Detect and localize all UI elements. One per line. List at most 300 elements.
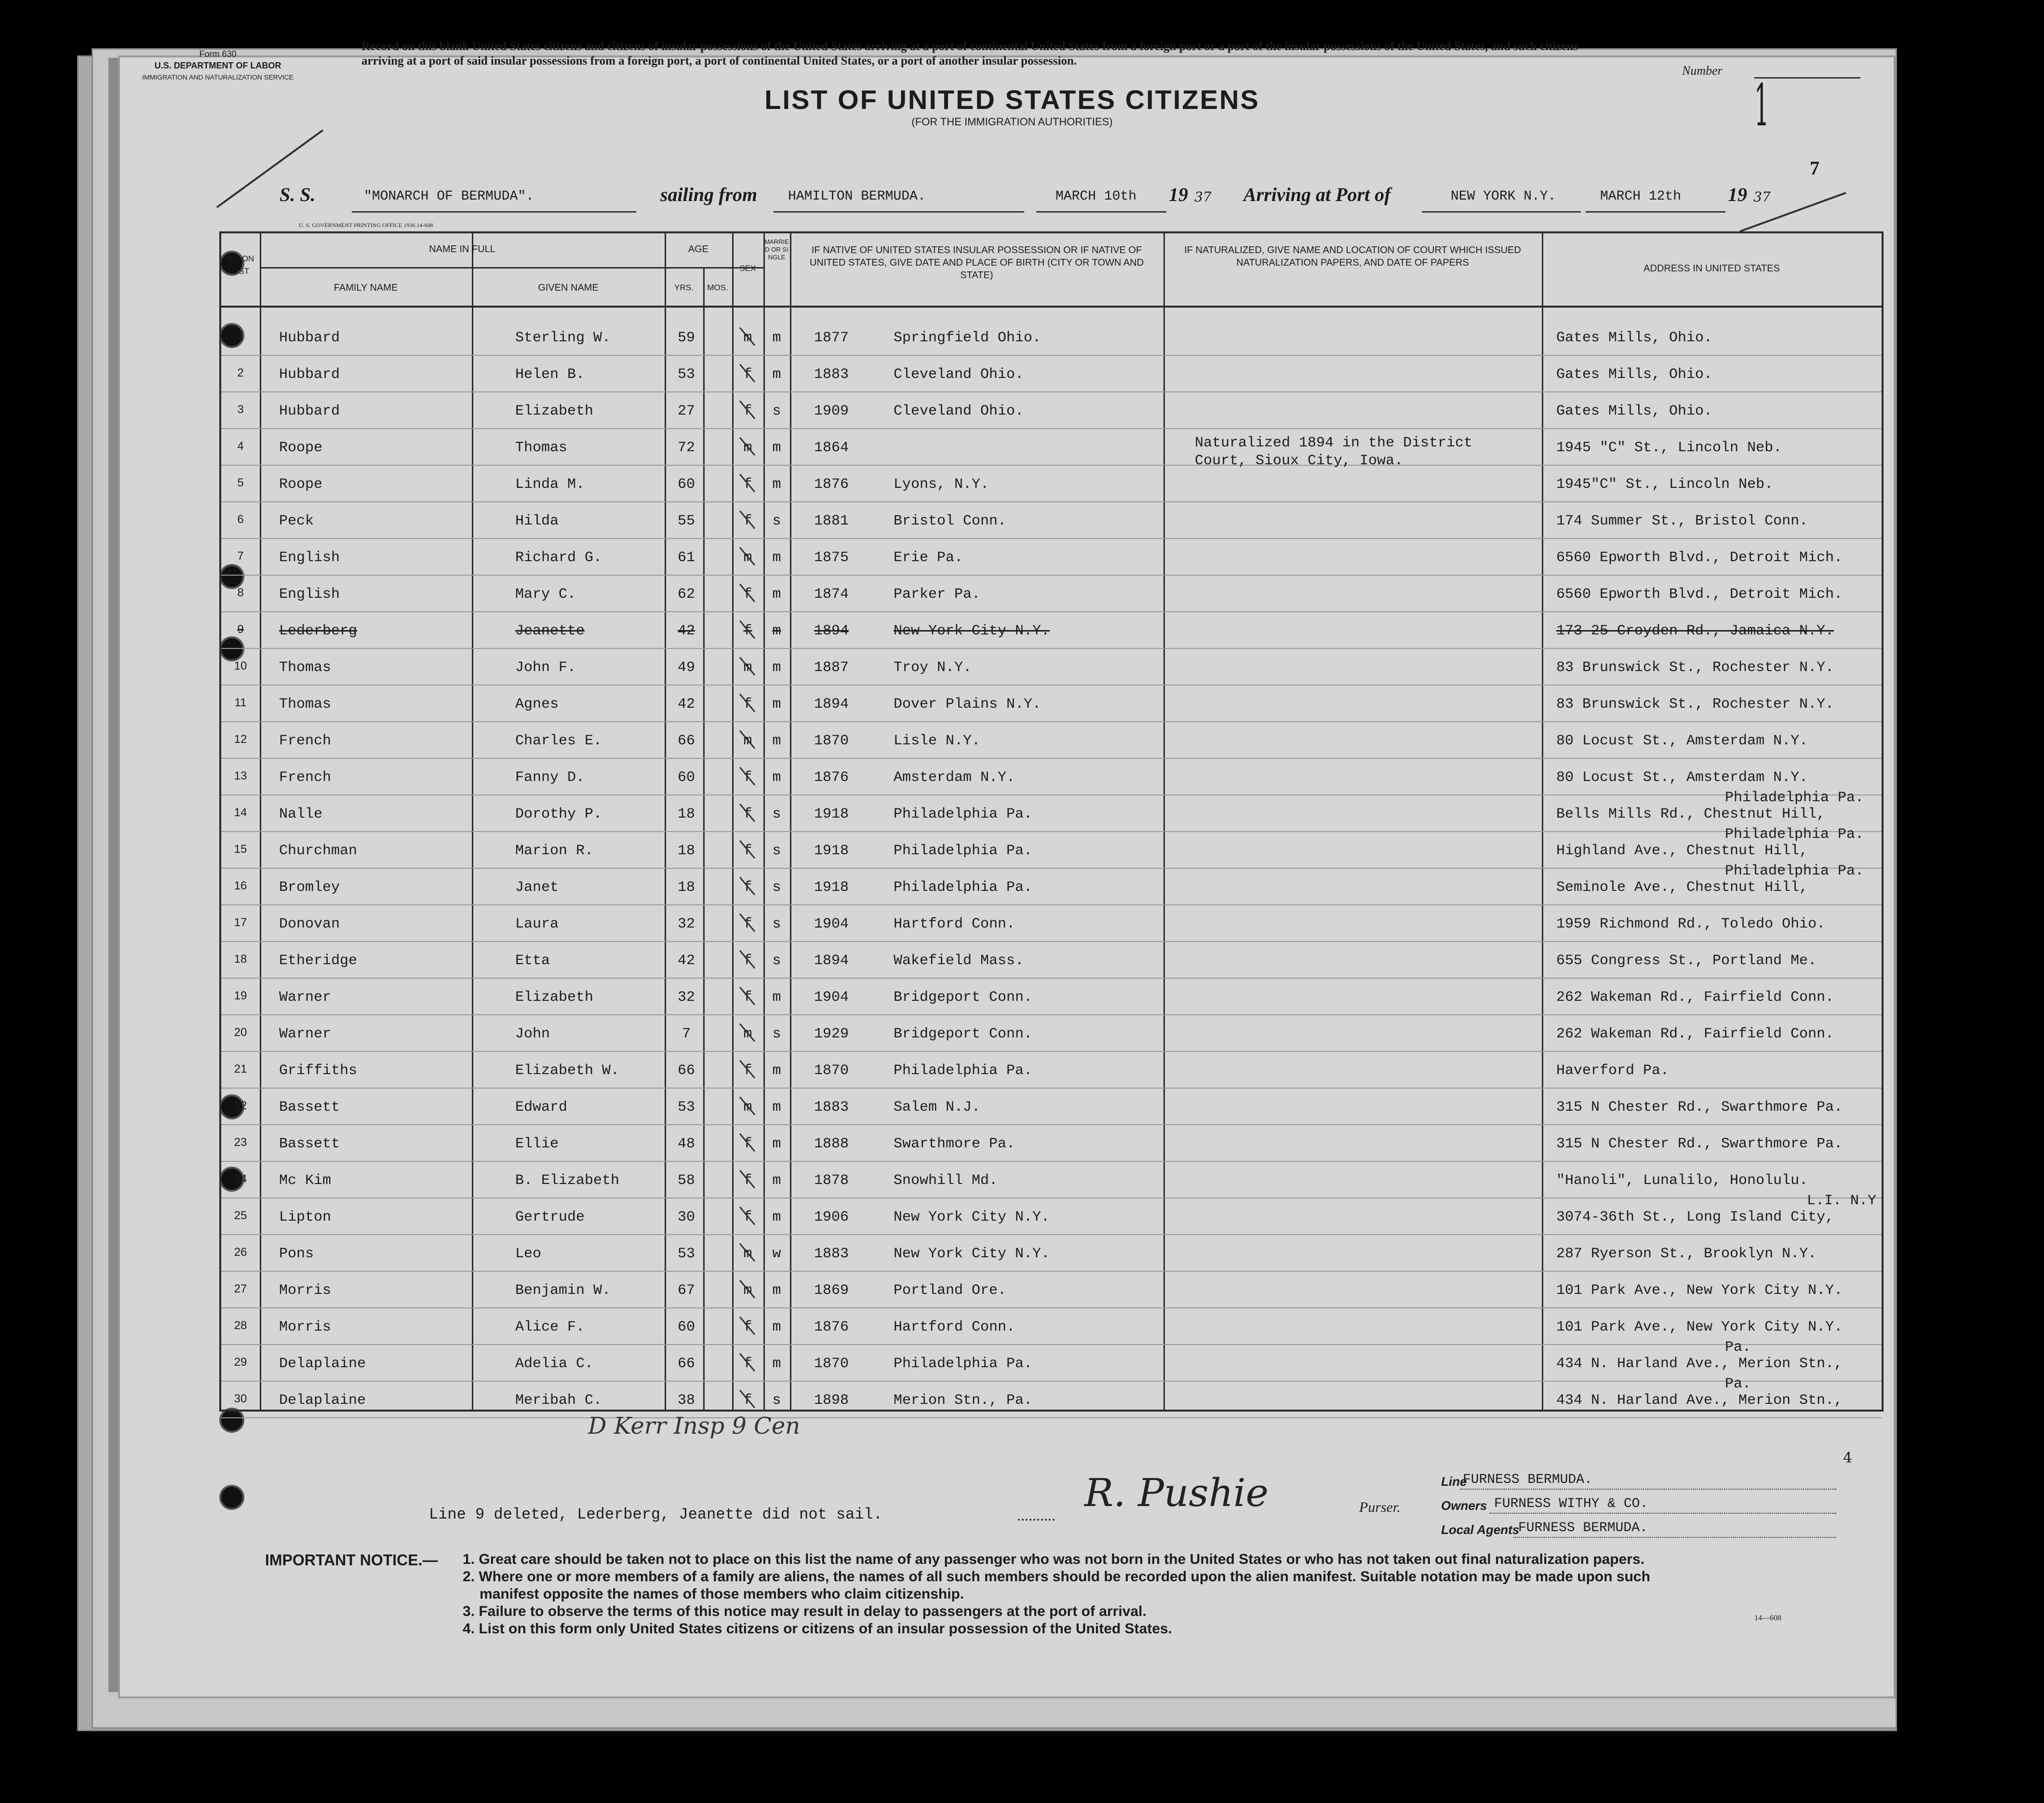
page-subtitle: (FOR THE IMMIGRATION AUTHORITIES) (911, 116, 1113, 128)
number-label: Number (1682, 64, 1723, 78)
row-number: 21 (234, 1063, 247, 1076)
address: 6560 Epworth Blvd., Detroit Mich. (1556, 550, 1843, 566)
row-rule (221, 575, 1882, 576)
row-number: 18 (234, 953, 247, 966)
header-sex: SEX (739, 264, 756, 273)
department-name: U.S. DEPARTMENT OF LABOR (154, 61, 281, 70)
age-years: 49 (677, 659, 695, 676)
age-years: 62 (677, 586, 695, 603)
family-name: Nalle (279, 806, 323, 822)
given-name: Helen B. (515, 366, 585, 383)
sex: m (743, 659, 752, 676)
sex: f (743, 879, 752, 896)
age-years: 58 (677, 1172, 695, 1189)
age-years: 53 (677, 1246, 695, 1262)
row-number: 5 (237, 476, 244, 489)
row-rule (221, 428, 1882, 429)
column-divider (703, 267, 705, 1410)
birth-place: Parker Pa. (894, 586, 981, 603)
sex: f (743, 476, 752, 493)
family-name: Mc Kim (279, 1172, 332, 1189)
address-continuation: Philadelphia Pa. (1725, 863, 1864, 879)
address: 434 N. Harland Ave., Merion Stn., (1556, 1356, 1843, 1372)
naturalization-note-line1: Naturalized 1894 in the District (1195, 435, 1473, 451)
family-name: Morris (279, 1319, 332, 1335)
age-years: 66 (677, 1063, 695, 1079)
row-rule (221, 1307, 1882, 1308)
address: Highland Ave., Chestnut Hill, (1556, 843, 1808, 859)
birth-place: Cleveland Ohio. (894, 403, 1024, 419)
birth-place: Erie Pa. (894, 550, 963, 566)
birth-place: Amsterdam N.Y. (894, 769, 1015, 786)
arrival-date: MARCH 12th (1600, 189, 1682, 204)
sex: f (743, 953, 752, 969)
ship-underline (352, 211, 636, 213)
row-rule (221, 1344, 1882, 1345)
header-yrs: YRS. (674, 283, 694, 292)
arrival-year: 37 (1753, 189, 1771, 205)
address: 287 Ryerson St., Brooklyn N.Y. (1556, 1246, 1817, 1262)
deletion-note: Line 9 deleted, Lederberg, Jeanette did not sail. (429, 1506, 882, 1523)
number-underline (1754, 77, 1860, 79)
given-name: Fanny D. (515, 769, 585, 786)
sex: f (743, 1356, 752, 1372)
family-name: Pons (279, 1246, 314, 1262)
birth-year: 1898 (814, 1392, 849, 1409)
address: 6560 Epworth Blvd., Detroit Mich. (1556, 586, 1843, 603)
row-number: 17 (234, 916, 247, 929)
age-years: 30 (677, 1209, 695, 1225)
birth-year: 1876 (814, 1319, 849, 1335)
address: 174 Summer St., Bristol Conn. (1556, 513, 1808, 529)
sex: m (743, 440, 752, 456)
birth-year: 1878 (814, 1172, 849, 1189)
sex: f (743, 1172, 752, 1189)
sex: f (743, 696, 752, 713)
column-divider (472, 233, 473, 1410)
notice-item-1: 1. Great care should be taken not to place on this list the name of any passenger who was not born in the United States or who has not taken out final naturalization papers. (463, 1551, 1645, 1567)
marital-status: m (772, 1099, 781, 1116)
given-name: Sterling W. (515, 330, 611, 346)
birth-year: 1904 (814, 989, 849, 1006)
sex: f (743, 1319, 752, 1335)
form-instructions: Record on this blank United States citizens and citizens of insular possessions of the United States arriving at a port of continental United States from a foreign port or a port of the insular possessions of the United States, and such citizens arriving at a port of said insular possessions from a foreign port, a port of continental United States, or a port of another insular possession. (361, 40, 1578, 67)
address-continuation: Philadelphia Pa. (1725, 790, 1864, 806)
address: 262 Wakeman Rd., Fairfield Conn. (1556, 989, 1834, 1006)
row-number: 4 (237, 440, 244, 453)
family-name: French (279, 733, 332, 749)
age-years: 32 (677, 916, 695, 932)
given-name: Leo (515, 1246, 542, 1262)
birth-year: 1875 (814, 550, 849, 566)
sex: f (743, 1209, 752, 1225)
address: 83 Brunswick St., Rochester N.Y. (1556, 696, 1834, 713)
sex: m (743, 330, 752, 346)
marital-status: s (772, 806, 781, 822)
agents-value: FURNESS BERMUDA. (1518, 1520, 1648, 1535)
sex: f (743, 843, 752, 859)
age-years: 53 (677, 1099, 695, 1116)
address-continuation: Pa. (1725, 1376, 1751, 1392)
ship-name: "MONARCH OF BERMUDA". (364, 189, 534, 204)
family-name: Delaplaine (279, 1356, 366, 1372)
age-years: 72 (677, 440, 695, 456)
row-rule (221, 1088, 1882, 1089)
sex: m (743, 550, 752, 566)
sex: f (743, 366, 752, 383)
sex: f (743, 586, 752, 603)
pen-stroke (1735, 188, 1851, 236)
marital-status: s (772, 513, 781, 529)
header-married-or-single: MARRIED OR SINGLE (764, 238, 789, 261)
arrival-year-prefix: 19 (1728, 184, 1747, 205)
column-divider (260, 233, 261, 1410)
marital-status: s (772, 953, 781, 969)
row-rule (221, 978, 1882, 979)
given-name: Marion R. (515, 843, 594, 859)
birth-place: Swarthmore Pa. (894, 1136, 1015, 1152)
given-name: Elizabeth (515, 403, 594, 419)
column-divider (665, 233, 666, 1410)
birth-year: 1883 (814, 1246, 849, 1262)
family-name: Peck (279, 513, 314, 529)
row-rule (221, 648, 1882, 649)
given-name: Agnes (515, 696, 559, 713)
row-number: 2 (237, 366, 244, 379)
age-years: 60 (677, 1319, 695, 1335)
given-name: Dorothy P. (515, 806, 602, 822)
age-years: 66 (677, 733, 695, 749)
family-name: Bassett (279, 1136, 340, 1152)
address: 101 Park Ave., New York City N.Y. (1556, 1282, 1843, 1299)
arrival-port-underline (1422, 211, 1581, 213)
row-number: 3 (237, 403, 244, 416)
address: Haverford Pa. (1556, 1063, 1670, 1079)
birth-year: 1918 (814, 806, 849, 822)
age-years: 60 (677, 476, 695, 493)
family-name: Thomas (279, 696, 332, 713)
birth-place: Philadelphia Pa. (894, 1063, 1033, 1079)
row-rule (221, 1014, 1882, 1015)
address-continuation: Pa. (1725, 1339, 1751, 1356)
age-years: 48 (677, 1136, 695, 1152)
birth-place: New York City N.Y. (894, 1246, 1050, 1262)
row-rule (221, 721, 1882, 722)
given-name: Alice F. (515, 1319, 585, 1335)
sex: f (743, 769, 752, 786)
row-rule (221, 1381, 1882, 1382)
departure-port-underline (774, 211, 1024, 213)
family-name: Roope (279, 476, 323, 493)
sailing-from-label: sailing from (660, 184, 758, 205)
row-number: 16 (234, 879, 247, 892)
row-number: 30 (234, 1392, 247, 1405)
row-number: 7 (237, 550, 244, 563)
given-name: B. Elizabeth (515, 1172, 620, 1189)
row-rule (221, 1417, 1882, 1418)
column-divider (1163, 233, 1165, 1410)
age-years: 18 (677, 879, 695, 896)
row-rule (221, 465, 1882, 466)
row-number: 28 (234, 1319, 247, 1332)
family-name: Etheridge (279, 953, 358, 969)
marital-status: m (772, 586, 781, 603)
birth-place: Philadelphia Pa. (894, 806, 1033, 822)
birth-year: 1888 (814, 1136, 849, 1152)
family-name: Warner (279, 1026, 332, 1042)
age-years: 61 (677, 550, 695, 566)
ss-label: S. S. (280, 184, 316, 205)
birth-year: 1904 (814, 916, 849, 932)
header-name-in-full: NAME IN FULL (429, 244, 495, 255)
address-continuation: Philadelphia Pa. (1725, 826, 1864, 843)
owners-underline (1489, 1513, 1836, 1514)
sex: m (743, 1246, 752, 1262)
row-rule (221, 1271, 1882, 1272)
sex: f (743, 1063, 752, 1079)
departure-date: MARCH 10th (1055, 189, 1137, 204)
row-number: 29 (234, 1356, 247, 1369)
given-name: Laura (515, 916, 559, 932)
address: 1959 Richmond Rd., Toledo Ohio. (1556, 916, 1826, 932)
sex: f (743, 916, 752, 932)
family-name: Delaplaine (279, 1392, 366, 1409)
agents-underline (1513, 1537, 1836, 1538)
marital-status: m (772, 476, 781, 493)
arrival-port: NEW YORK N.Y. (1451, 189, 1556, 204)
notice-item-2-cont: manifest opposite the names of those members who claim citizenship. (480, 1586, 964, 1602)
marital-status: m (772, 1319, 781, 1335)
page-number: 7 (1810, 157, 1819, 179)
agents-label: Local Agents (1441, 1522, 1520, 1537)
line-value: FURNESS BERMUDA. (1463, 1472, 1592, 1487)
family-name: English (279, 586, 340, 603)
birth-place: Philadelphia Pa. (894, 879, 1033, 896)
age-years: 38 (677, 1392, 695, 1409)
marital-status: m (772, 659, 781, 676)
birth-place: Bridgeport Conn. (894, 989, 1033, 1006)
birth-year: 1929 (814, 1026, 849, 1042)
family-name: Hubbard (279, 403, 340, 419)
row-rule (221, 501, 1882, 502)
marital-status: s (772, 916, 781, 932)
family-name: Warner (279, 989, 332, 1006)
family-name: Griffiths (279, 1063, 358, 1079)
row-number: 19 (234, 989, 247, 1002)
given-name: Thomas (515, 440, 568, 456)
arrival-date-underline (1586, 211, 1725, 213)
birth-place: Lisle N.Y. (894, 733, 981, 749)
owners-value: FURNESS WITHY & CO. (1494, 1496, 1648, 1511)
birth-year: 1894 (814, 953, 849, 969)
row-number: 12 (234, 733, 247, 746)
header-address: ADDRESS IN UNITED STATES (1643, 263, 1780, 274)
given-name: Edward (515, 1099, 568, 1116)
birth-place: Snowhill Md. (894, 1172, 998, 1189)
row-rule (221, 355, 1882, 356)
age-years: 18 (677, 843, 695, 859)
address: 1945"C" St., Lincoln Neb. (1556, 476, 1774, 493)
header-native: IF NATIVE OF UNITED STATES INSULAR POSSESSION OR IF NATIVE OF UNITED STATES, GIVE DATE AND PLACE OF BIRTH (CITY OR TOWN AND STATE) (809, 245, 1144, 281)
marital-status: m (772, 1356, 781, 1372)
row-number: 11 (234, 696, 247, 709)
address: Seminole Ave., Chestnut Hill, (1556, 879, 1808, 896)
birth-place: Philadelphia Pa. (894, 1356, 1033, 1372)
notice-item-3: 3. Failure to observe the terms of this notice may result in delay to passengers at the port of arrival. (463, 1603, 1147, 1619)
given-name: Elizabeth (515, 989, 594, 1006)
address-continuation: L.I. N.Y (1807, 1193, 1877, 1209)
notice-title: IMPORTANT NOTICE.— (265, 1551, 438, 1569)
birth-year: 1883 (814, 1099, 849, 1116)
marital-status: m (772, 330, 781, 346)
birth-year: 1877 (814, 330, 849, 346)
marital-status: m (772, 733, 781, 749)
given-name: Elizabeth W. (515, 1063, 620, 1079)
birth-place: Lyons, N.Y. (894, 476, 989, 493)
header-naturalized: IF NATURALIZED, GIVE NAME AND LOCATION OF COURT WHICH ISSUED NATURALIZATION PAPERS, AND DATE OF PAPERS (1184, 245, 1521, 268)
birth-year: 1918 (814, 843, 849, 859)
marital-status: m (772, 696, 781, 713)
line-underline (1460, 1489, 1836, 1490)
family-name: Hubbard (279, 330, 340, 346)
birth-year: 1870 (814, 1063, 849, 1079)
printing-office: U. S. GOVERNMENT PRINTING OFFICE 1936 14-608 (299, 222, 433, 229)
family-name: Hubbard (279, 366, 340, 383)
given-name: Benjamin W. (515, 1282, 611, 1299)
marital-status: w (772, 1246, 781, 1262)
row-number: 15 (234, 843, 247, 856)
row-rule (221, 1234, 1882, 1235)
address: 315 N Chester Rd., Swarthmore Pa. (1556, 1099, 1843, 1116)
address: Bells Mills Rd., Chestnut Hill, (1556, 806, 1826, 822)
header-divider (260, 267, 763, 269)
punch-hole (219, 1485, 244, 1510)
marital-status: s (772, 843, 781, 859)
birth-place: Philadelphia Pa. (894, 843, 1033, 859)
given-name: John (515, 1026, 550, 1042)
given-name: Charles E. (515, 733, 602, 749)
age-years: 7 (681, 1026, 691, 1042)
sex: m (743, 1099, 752, 1116)
address: 101 Park Ave., New York City N.Y. (1556, 1319, 1843, 1335)
header-age: AGE (688, 244, 709, 255)
birth-year: 1869 (814, 1282, 849, 1299)
birth-place: Springfield Ohio. (894, 330, 1042, 346)
sex: f (743, 623, 752, 639)
row-rule (221, 941, 1882, 942)
given-name: Richard G. (515, 550, 602, 566)
given-name: Meribah C. (515, 1392, 602, 1409)
row-rule (221, 611, 1882, 612)
age-years: 66 (677, 1356, 695, 1372)
row-rule (221, 1161, 1882, 1162)
owners-label: Owners (1441, 1498, 1487, 1513)
header-bottom (221, 306, 1882, 308)
marital-status: m (772, 769, 781, 786)
row-rule (221, 831, 1882, 832)
given-name: Gertrude (515, 1209, 585, 1225)
age-years: 27 (677, 403, 695, 419)
list-number: 1 (1754, 72, 1769, 139)
sex: m (743, 1282, 752, 1299)
birth-year: 1870 (814, 1356, 849, 1372)
given-name: Etta (515, 953, 550, 969)
birth-place: Salem N.J. (894, 1099, 981, 1116)
row-rule (221, 1124, 1882, 1125)
row-number: 26 (234, 1246, 247, 1259)
row-rule (221, 685, 1882, 686)
birth-place: Wakefield Mass. (894, 953, 1024, 969)
address: 1945 "C" St., Lincoln Neb. (1556, 440, 1782, 456)
address: "Hanoli", Lunalilo, Honolulu. (1556, 1172, 1808, 1189)
family-name: Thomas (279, 659, 332, 676)
address: Gates Mills, Ohio. (1556, 366, 1713, 383)
birth-place: Dover Plains N.Y. (894, 696, 1042, 713)
birth-place: Hartford Conn. (894, 1319, 1015, 1335)
birth-year: 1883 (814, 366, 849, 383)
header-family-name: FAMILY NAME (334, 283, 398, 293)
marital-status: m (772, 1063, 781, 1079)
age-years: 59 (677, 330, 695, 346)
address: 80 Locust St., Amsterdam N.Y. (1556, 769, 1808, 786)
sex: m (743, 1026, 752, 1042)
birth-place: Bridgeport Conn. (894, 1026, 1033, 1042)
notice-item-4: 4. List on this form only United States citizens or citizens of an insular possession of the United States. (463, 1621, 1172, 1637)
row-rule (221, 904, 1882, 905)
given-name: Mary C. (515, 586, 576, 603)
marital-status: m (772, 1209, 781, 1225)
row-rule (221, 758, 1882, 759)
column-divider (790, 233, 791, 1410)
family-name: Bassett (279, 1099, 340, 1116)
marital-status: s (772, 1026, 781, 1042)
arriving-label: Arriving at Port of (1243, 184, 1391, 205)
address: 655 Congress St., Portland Me. (1556, 953, 1817, 969)
birth-place: Bristol Conn. (894, 513, 1007, 529)
address: 262 Wakeman Rd., Fairfield Conn. (1556, 1026, 1834, 1042)
inspector-note: D Kerr Insp 9 Cen (588, 1413, 801, 1440)
row-number: 9 (237, 623, 244, 636)
departure-port: HAMILTON BERMUDA. (788, 189, 926, 204)
address: 3074-36th St., Long Island City, (1556, 1209, 1834, 1225)
family-name: English (279, 550, 340, 566)
column-divider (1542, 233, 1543, 1410)
sex: f (743, 403, 752, 419)
given-name: Ellie (515, 1136, 559, 1152)
family-name: Lipton (279, 1209, 332, 1225)
row-number: 23 (234, 1136, 247, 1149)
row-number: 22 (234, 1099, 247, 1112)
header-given-name: GIVEN NAME (538, 283, 599, 293)
purser-signature: R. Pushie (1084, 1470, 1269, 1515)
header-mos: MOS. (707, 283, 728, 292)
birth-year: 1881 (814, 513, 849, 529)
marital-status: m (772, 1172, 781, 1189)
given-name: Janet (515, 879, 559, 896)
address: 173-25 Croyden Rd., Jamaica N.Y. (1556, 623, 1834, 639)
header-no-on-list: No. ON LIST (227, 254, 254, 276)
address: Gates Mills, Ohio. (1556, 330, 1713, 346)
age-years: 42 (677, 623, 695, 639)
birth-year: 1909 (814, 403, 849, 419)
given-name: Linda M. (515, 476, 585, 493)
service-name: IMMIGRATION AND NATURALIZATION SERVICE (142, 73, 294, 81)
given-name: Adelia C. (515, 1356, 594, 1372)
row-rule (221, 391, 1882, 392)
marital-status: m (772, 623, 781, 639)
row-rule (221, 1051, 1882, 1052)
marital-status: m (772, 366, 781, 383)
